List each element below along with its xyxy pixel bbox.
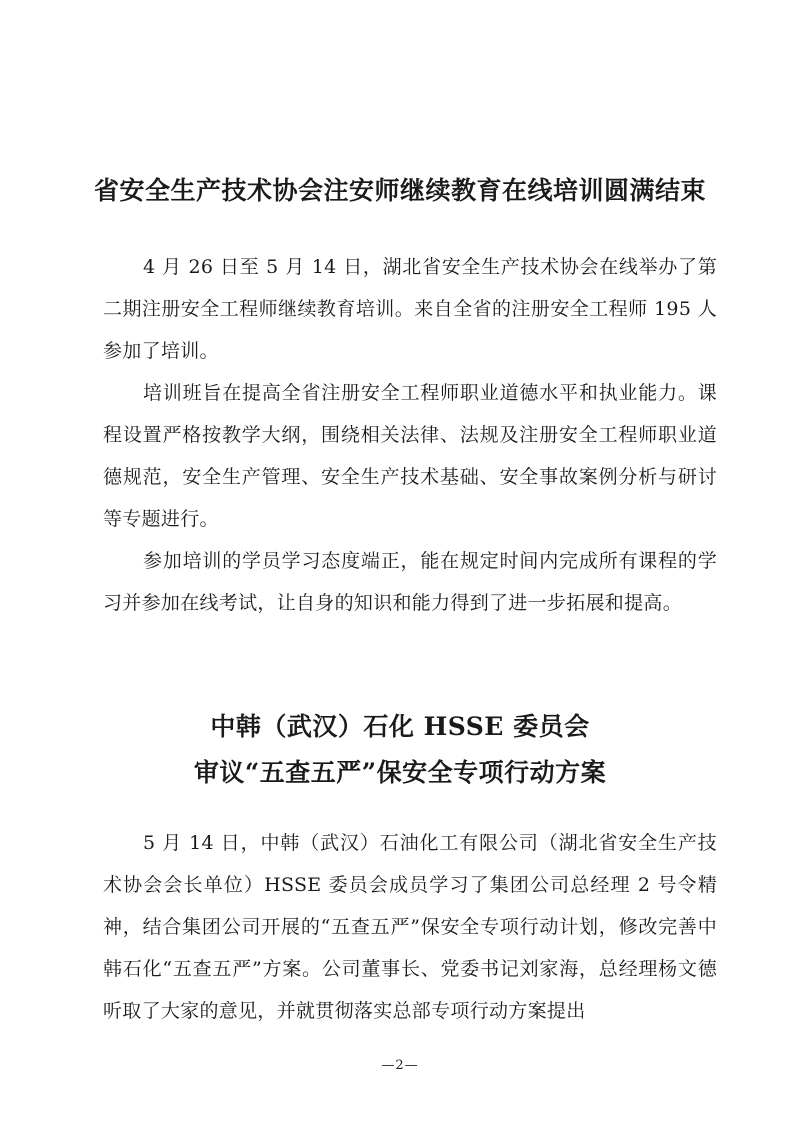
article-1-paragraph-1: 4 月 26 日至 5 月 14 日，湖北省安全生产技术协会在线举办了第二期注册安全工程师继续教育培训。来自全省的注册安全工程师 195 人参加了培训。 (103, 256, 717, 362)
article-2-title-line-2: 审议“五查五严”保安全专项行动方案 (193, 758, 607, 787)
article-2-body (103, 822, 717, 1032)
article-2-title-line-1: 中韩（武汉）石化 HSSE 委员会 (210, 712, 590, 741)
article-1-title: 省安全生产技术协会注安师继续教育在线培训圆满结束 (93, 176, 706, 205)
article-2-paragraph-1: 5 月 14 日，中韩（武汉）石油化工有限公司（湖北省安全生产技术协会会长单位）HSSE 委员会成员学习了集团公司总经理 2 号令精神，结合集团公司开展的“五查五严”保安全专项行动计划，修改完善中韩石化“五查五严”方案。公司董事长、党委书记刘家海，总经理杨文德听取了大家的意见，并就贯彻落实总部专项行动方案提出 (103, 832, 717, 1022)
article-1-paragraph-3: 参加培训的学员学习态度端正，能在规定时间内完成所有课程的学习并参加在线考试，让自身的知识和能力得到了进一步拓展和提高。 (103, 550, 717, 614)
article-1-body (103, 246, 717, 624)
page-number: —2— (381, 1058, 419, 1073)
article-1-paragraph-2: 培训班旨在提高全省注册安全工程师职业道德水平和执业能力。课程设置严格按教学大纲，围绕相关法律、法规及注册安全工程师职业道德规范，安全生产管理、安全生产技术基础、安全事故案例分析与研讨等专题进行。 (103, 382, 717, 530)
